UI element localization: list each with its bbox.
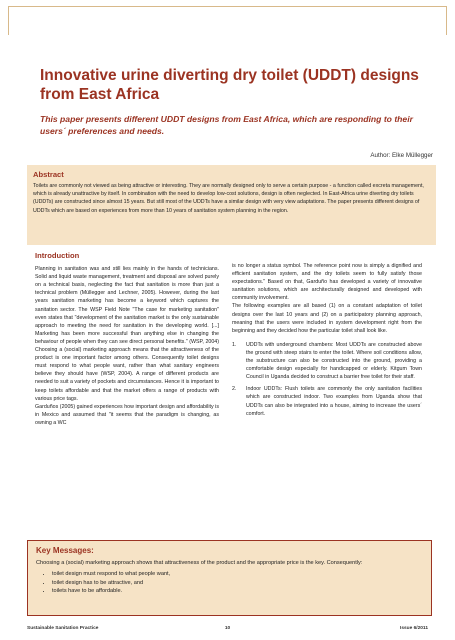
- example-list: [232, 341, 422, 418]
- introduction-paragraph: The following examples are all based (1) on a constant adaptation of toilet designs over the last 10 years and (2) on a participatory planning approach, meaning that the users were included in system development right from the beginning and they decided how the particular toilet shall look like.: [232, 303, 422, 334]
- introduction-heading: Introduction: [35, 251, 80, 260]
- introduction-paragraph: is no longer a status symbol. The reference point now is simply a dignified and efficient sanitation system, and the dry toilets seem to fully satisfy those expectations." Based on that, Garduño has developed a variety of innovative sanitation solutions, which are architecturally designed and developed with community involvement.: [232, 263, 422, 302]
- issue-number: Issue 6/2011: [399, 626, 428, 631]
- list-item: • toilet design has to be attractive, and: [52, 579, 423, 588]
- journal-name: Sustainable Sanitation Practice: [27, 626, 99, 631]
- left-column: [35, 252, 219, 427]
- abstract-text: Toilets are commonly not viewed as being attractive or interesting. They are normally designed only to serve a certain purpose - a function called excreta management, which is already unattractive by itself. In combination with the need to develop low-cost solutions, design is often neglected. In East-Africa urine diverting dry toilets (UDDTs) are constructed since almost 15 years. But still most of the UDDTs have a similar design with very view adaptations. The paper presents different designs of UDDTs which are based on experiences from more than 10 years of sanitation system planning in the region.: [33, 183, 424, 214]
- page-number: 10: [224, 626, 231, 631]
- list-text: Indoor UDDTs: Flush toilets are commonly the only sanitation facilities which are constructed indoor. Two examples from Uganda show that UDDTs can also be integrated into a house, aiming to increase the users´ comfort.: [246, 386, 422, 417]
- list-item: • toilets have to be affordable.: [52, 587, 423, 596]
- abstract-heading: Abstract: [33, 170, 64, 179]
- right-column: [232, 262, 422, 422]
- introduction-paragraph: Garduños (2005) gained experiences how important design and affordability is in Mexico and assumed that "it seems that the paradigm is changing, as owning a WC: [35, 403, 219, 426]
- author-line: Author: Elke Müllegger: [370, 152, 433, 159]
- list-number: 1.: [232, 341, 237, 348]
- list-text: UDDTs with underground chambers: Most UDDTs are constructed above the ground with steep stairs to enter the toilet. Where soil conditions allow, the substructure can also be constructed into the ground, providing a comfortable design especially for handicapped or elderly. Kitgum Town Council in Uganda decided to construct a barrier free toilet for their staff.: [246, 341, 422, 381]
- key-messages-box: [27, 540, 432, 616]
- list-item: [232, 385, 422, 417]
- list-item: [232, 341, 422, 381]
- header-frame: [8, 6, 447, 35]
- introduction-paragraph: Planning in sanitation was and still lies mainly in the hands of technicians. Solid and liquid waste management, treatment and disposal are solved purely on a technical basis, neglecting the fact that sanitation is more than just a technical problem (Müllegger and Lechner, 2005). However, during the last years sanitation marketing has become a keyword which captures the sanitation sector. The WSP Field Note "The case for marketing sanitation" even states that "development of the sanitation market is the only sustainable approach to meeting the need for sanitation in the developing world. [...] Marketing has been more successful than anything else in changing the behaviour of people when they can see direct personal benefits." (WSP, 2004) Choosing a (social) marketing approach means that the attractiveness of the product is one important factor among others. Consequently toilet designs must respond to what people want, rather than what sanitary engineers believe they should have (WSP, 2004). A range of different products are needed to suit a variety of pockets and circumstances. Hence it is important to keep toilets affordable and that the market offers a range of products with various price tags.: [35, 266, 219, 402]
- article-title: Innovative urine diverting dry toilet (UDDT) designs from East Africa: [40, 67, 419, 103]
- list-item: • toilet design must respond to what people want,: [52, 570, 423, 579]
- key-messages-text: Choosing a (social) marketing approach shows that attractiveness of the product and the appropriate price is the key. Consequently:: [36, 560, 363, 566]
- article-subtitle: This paper presents different UDDT designs from East Africa, which are responding to their users´ preferences and needs.: [40, 114, 413, 136]
- key-messages-list: [36, 570, 423, 596]
- list-number: 2.: [232, 386, 237, 393]
- abstract-box: [27, 165, 436, 245]
- key-messages-heading: Key Messages:: [36, 546, 94, 555]
